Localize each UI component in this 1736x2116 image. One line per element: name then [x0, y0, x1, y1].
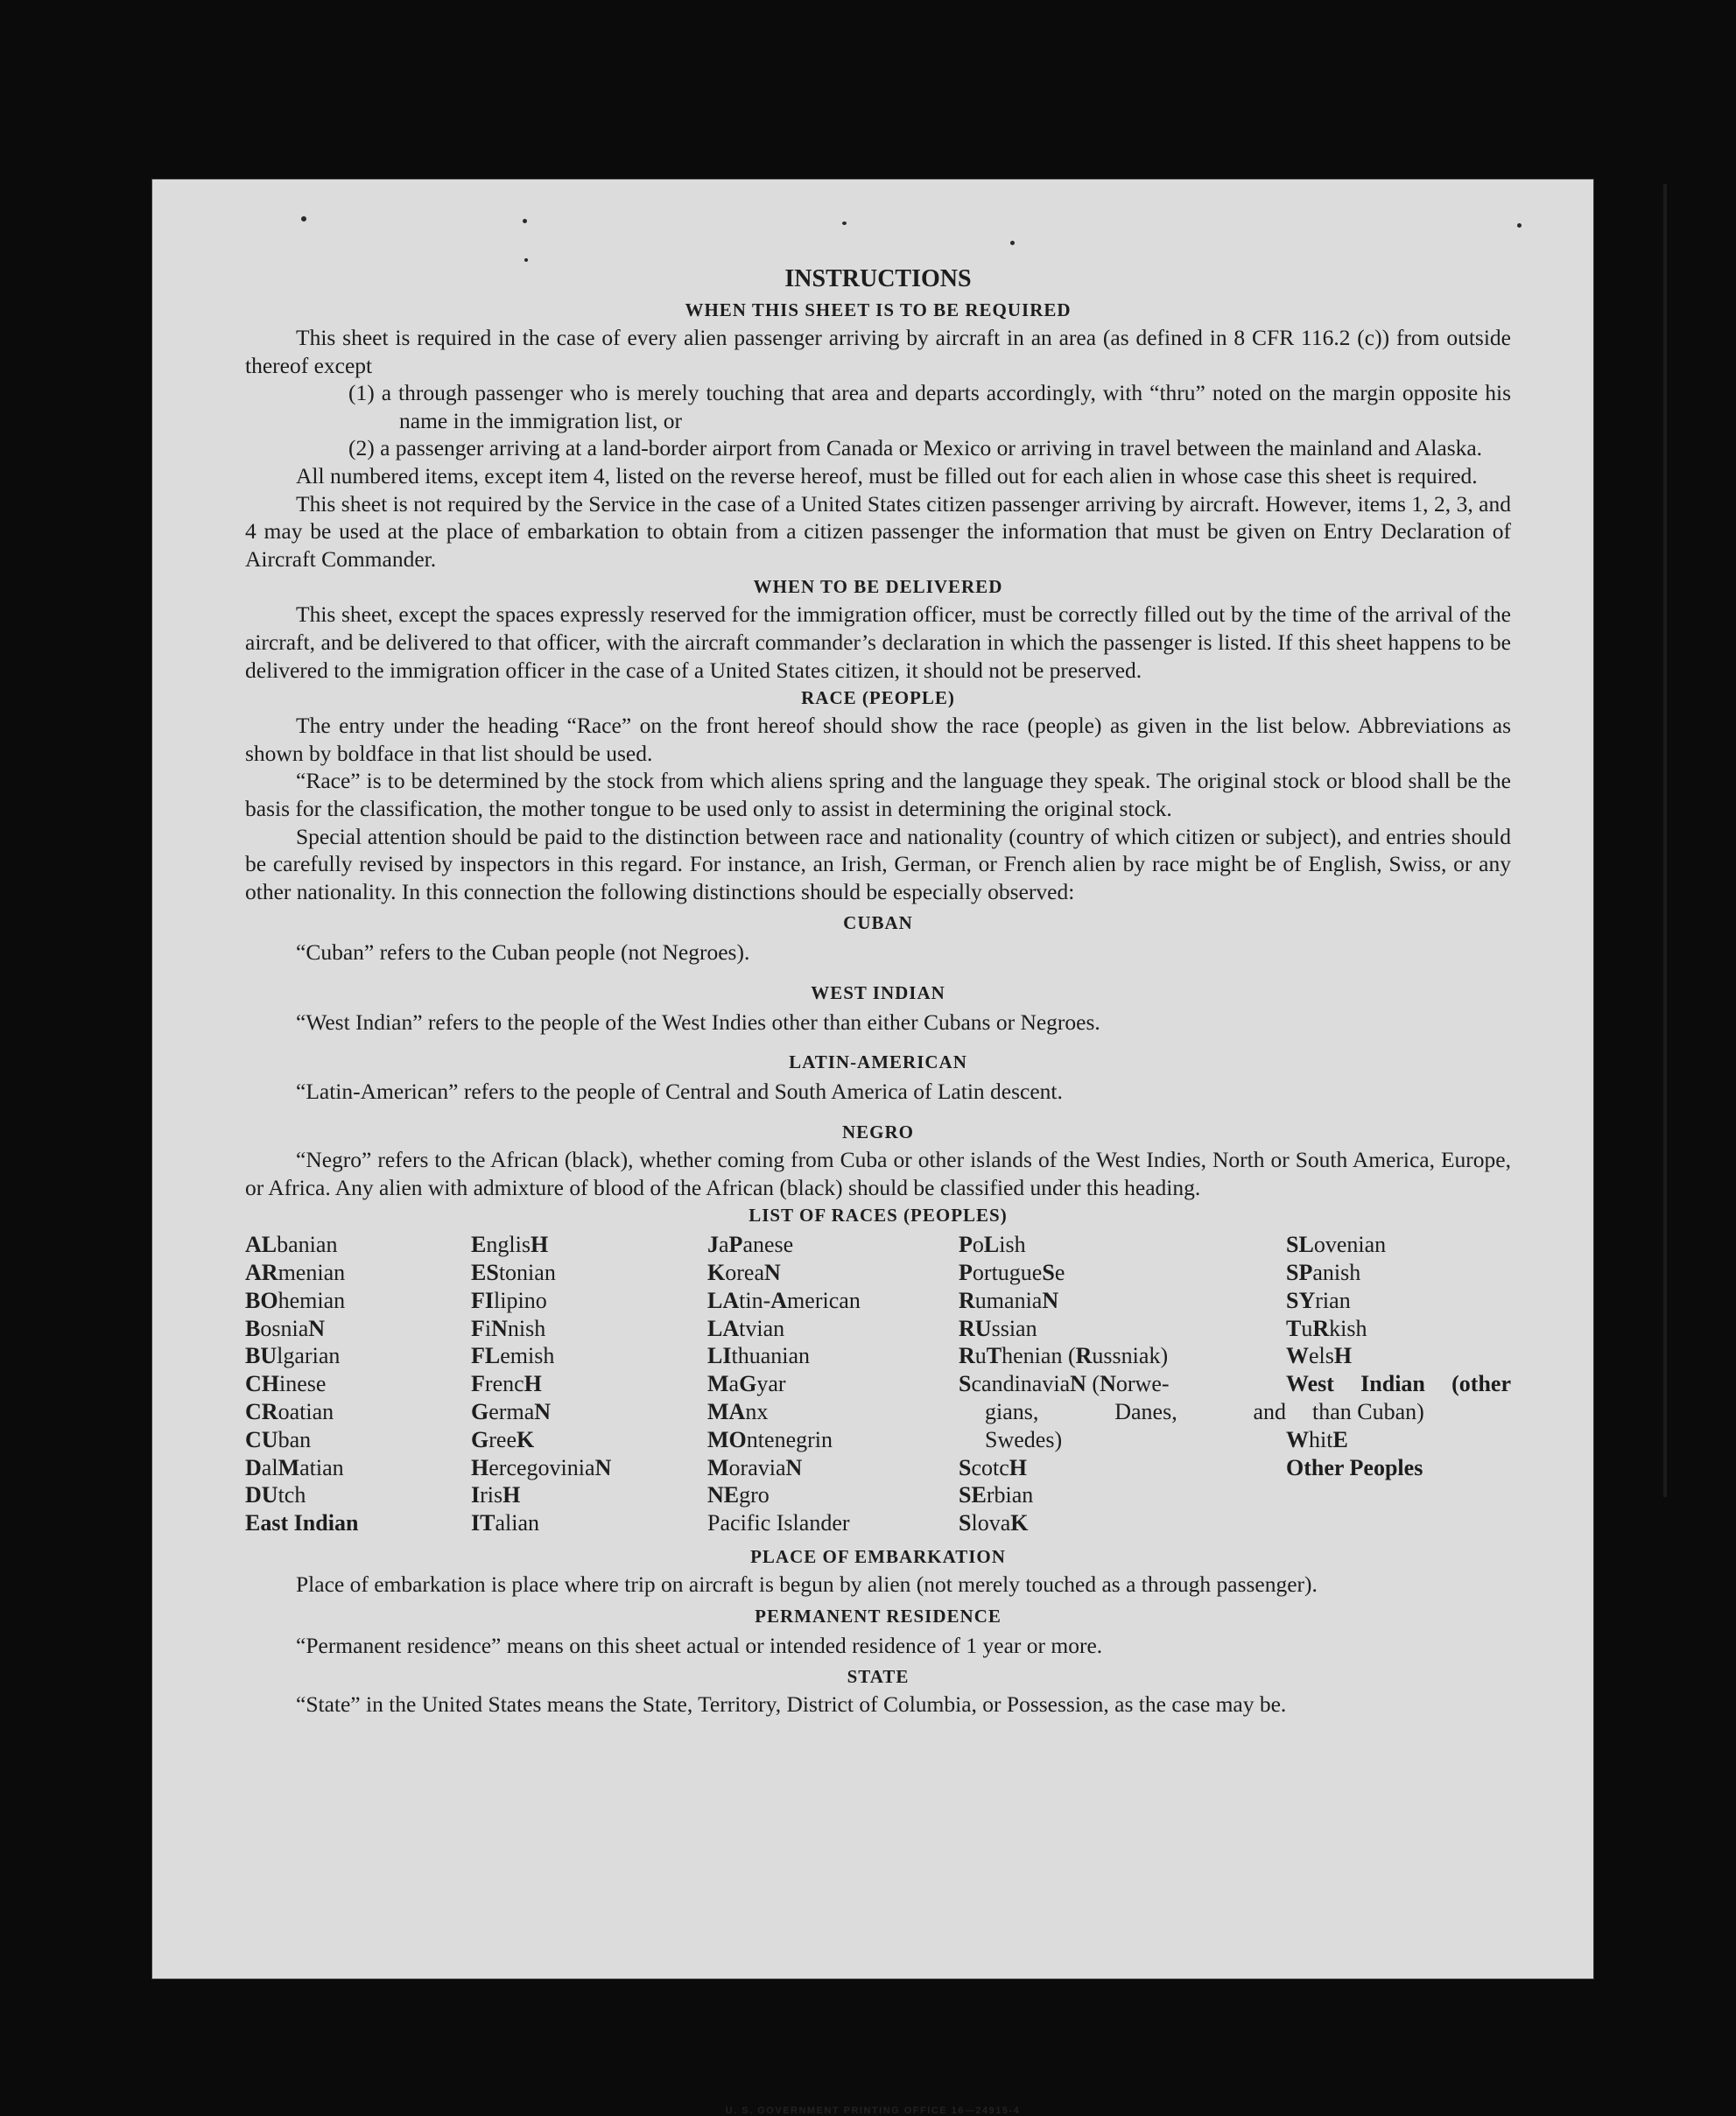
race-entry: HercegoviniaN [471, 1454, 612, 1480]
race-entry: FLemish [471, 1343, 555, 1369]
race-entry: IrisH [471, 1482, 521, 1508]
printing-office-footer: U. S. GOVERNMENT PRINTING OFFICE 16—24915-4 [725, 2105, 1021, 2116]
embarkation-heading: PLACE OF EMBARKATION [750, 1546, 1006, 1568]
race-paragraph-3: Special attention should be paid to the distinction between race and nationality (country of which citizen or subject), and entries should be carefully revised by inspectors in this regard. For instance, an Irish, German, or French alien by race might be of English, Swiss, or any other nationality. In this connection the following distinctions should be especially observed: [245, 823, 1511, 904]
race-entry: MoraviaN [707, 1454, 803, 1480]
list-of-races [245, 1231, 1511, 1537]
exception-item-1: (1) a through passenger who is merely touching that area and departs accordingly, with “thru” noted on the margin opposite his name in the immigration list, or [348, 380, 1511, 433]
race-entry: EnglisH [471, 1232, 549, 1258]
cuban-heading: CUBAN [843, 912, 913, 934]
race-entry: WhitE [1286, 1426, 1348, 1452]
race-entry: JaPanese [707, 1232, 794, 1258]
race-entry: BUlgarian [245, 1343, 341, 1369]
race-column [471, 1231, 707, 1537]
race-entry: CRoatian [245, 1399, 334, 1425]
when-required-heading: WHEN THIS SHEET IS TO BE REQUIRED [685, 299, 1072, 320]
race-entry: MAnx [707, 1399, 769, 1425]
race-entry: SErbian [959, 1482, 1034, 1508]
print-speck [523, 219, 527, 223]
numbered-items-paragraph: All numbered items, except item 4, listed on the reverse hereof, must be filled out for each alien in whose case this sheet is required. [296, 462, 1478, 489]
list-of-races-heading: LIST OF RACES (PEOPLES) [749, 1205, 1008, 1227]
race-entry: FIlipino [471, 1287, 547, 1313]
race-entry: GreeK [471, 1426, 535, 1452]
race-entry: BosniaN [245, 1315, 326, 1341]
race-entry: BOhemian [245, 1287, 346, 1313]
race-entry: gians, Danes, and [985, 1399, 1287, 1425]
race-entry: LAtvian [707, 1315, 785, 1341]
race-column [1286, 1231, 1511, 1537]
race-column [245, 1231, 471, 1537]
race-column [707, 1231, 959, 1537]
race-entry: RumaniaN [959, 1287, 1059, 1313]
race-entry: ALbanian [245, 1232, 338, 1258]
race-entry: TuRkish [1286, 1315, 1367, 1341]
when-required-paragraph: This sheet is required in the case of every alien passenger arriving by aircraft in an area (as defined in 8 CFR 116.2 (c)) from outside thereof except [245, 325, 1511, 378]
race-entry: WelsH [1286, 1343, 1353, 1369]
race-entry: EStonian [471, 1260, 556, 1286]
latin-american-definition: “Latin-American” refers to the people of Central and South America of Latin descent. [296, 1079, 1063, 1105]
print-speck [842, 221, 847, 225]
race-entry: DalMatian [245, 1454, 344, 1480]
race-paragraph-1: The entry under the heading “Race” on the front hereof should show the race (people) as given in the list below. Abbreviations as shown by boldface in that list should be used. [245, 713, 1511, 766]
race-entry: RuThenian (Russniak) [959, 1343, 1169, 1369]
race-entry: DUtch [245, 1482, 306, 1508]
race-entry: KoreaN [707, 1260, 781, 1286]
latin-american-heading: LATIN-AMERICAN [789, 1051, 967, 1073]
race-entry: LAtin-American [707, 1287, 861, 1313]
when-delivered-paragraph: This sheet, except the spaces expressly reserved for the immigration officer, must be correctly filled out by the time of the arrival of the aircraft, and be delivered to that officer, with the aircraft commander’s declaration in which the passenger is listed. If this sheet happens to be delivered to the immigration officer in the case of a United States citizen, it should not be preserved. [245, 601, 1511, 683]
race-entry: SYrian [1286, 1287, 1351, 1313]
race-entry: Swedes) [985, 1426, 1063, 1452]
race-entry: than Cuban) [1312, 1399, 1424, 1425]
print-speck [301, 216, 306, 221]
scan-edge-shadow [1663, 184, 1667, 1497]
state-heading: STATE [847, 1666, 910, 1688]
print-speck [524, 258, 528, 262]
print-speck [1517, 223, 1522, 228]
race-column [959, 1231, 1286, 1537]
race-entry: FrencH [471, 1371, 542, 1397]
citizen-paragraph: This sheet is not required by the Service in the case of a United States citizen passenger arriving by aircraft. However, items 1, 2, 3, and 4 may be used at the place of embarkation to obtain from a citizen passenger the information that must be given on Entry Declaration of Aircraft Commander. [245, 490, 1511, 572]
residence-definition: “Permanent residence” means on this sheet actual or intended residence of 1 year or more. [296, 1632, 1103, 1658]
race-entry: CUban [245, 1426, 312, 1452]
race-entry: PoLish [959, 1232, 1026, 1258]
print-speck [1010, 241, 1015, 245]
document-sheet [152, 179, 1593, 2116]
cuban-definition: “Cuban” refers to the Cuban people (not Negroes). [296, 939, 750, 966]
race-entry: Other Peoples [1286, 1454, 1423, 1480]
race-entry: ScandinaviaN (Norwe- [959, 1371, 1170, 1397]
race-entry: West Indian (other [1286, 1371, 1511, 1397]
race-entry: ARmenian [245, 1260, 346, 1286]
race-entry: SPanish [1286, 1260, 1361, 1286]
instructions-text [245, 263, 1511, 1719]
race-entry: ITalian [471, 1510, 540, 1536]
exception-item-2: (2) a passenger arriving at a land-border airport from Canada or Mexico or arriving in travel between the mainland and Alaska. [348, 435, 1483, 461]
race-entry: SLovenian [1286, 1232, 1387, 1258]
race-entry: MOntenegrin [707, 1426, 833, 1452]
race-heading: RACE (PEOPLE) [801, 687, 955, 709]
race-entry: FiNnish [471, 1315, 546, 1341]
race-entry: East Indian [245, 1510, 359, 1536]
west-indian-definition: “West Indian” refers to the people of the West Indies other than either Cubans or Negroes. [296, 1009, 1100, 1035]
when-delivered-heading: WHEN TO BE DELIVERED [753, 576, 1003, 598]
race-entry: LIthuanian [707, 1343, 811, 1369]
embarkation-definition: Place of embarkation is place where trip on aircraft is begun by alien (not merely touched as a through passenger). [296, 1571, 1318, 1598]
race-entry: ScotcH [959, 1454, 1028, 1480]
race-entry: PortugueSe [959, 1260, 1065, 1286]
race-entry: Pacific Islander [707, 1510, 850, 1536]
race-entry: MaGyar [707, 1371, 786, 1397]
instructions-title: INSTRUCTIONS [784, 265, 972, 292]
race-entry: NEgro [707, 1482, 770, 1508]
residence-heading: PERMANENT RESIDENCE [755, 1605, 1002, 1627]
race-entry: GermaN [471, 1399, 552, 1425]
state-definition: “State” in the United States means the State, Territory, District of Columbia, or Possession, as the case may be. [296, 1691, 1287, 1718]
race-entry: SlovaK [959, 1510, 1029, 1536]
race-entry: CHinese [245, 1371, 327, 1397]
race-entry: RUssian [959, 1315, 1037, 1341]
race-paragraph-2: “Race” is to be determined by the stock from which aliens spring and the language they speak. The original stock or blood shall be the basis for the classification, the mother tongue to be used only to assist in determining the original stock. [245, 768, 1511, 821]
negro-definition: “Negro” refers to the African (black), whether coming from Cuba or other islands of the West Indies, North or South America, Europe, or Africa. Any alien with admixture of blood of the African (black) should be classified under this heading. [245, 1147, 1511, 1200]
west-indian-heading: WEST INDIAN [811, 981, 945, 1003]
negro-heading: NEGRO [841, 1121, 914, 1143]
